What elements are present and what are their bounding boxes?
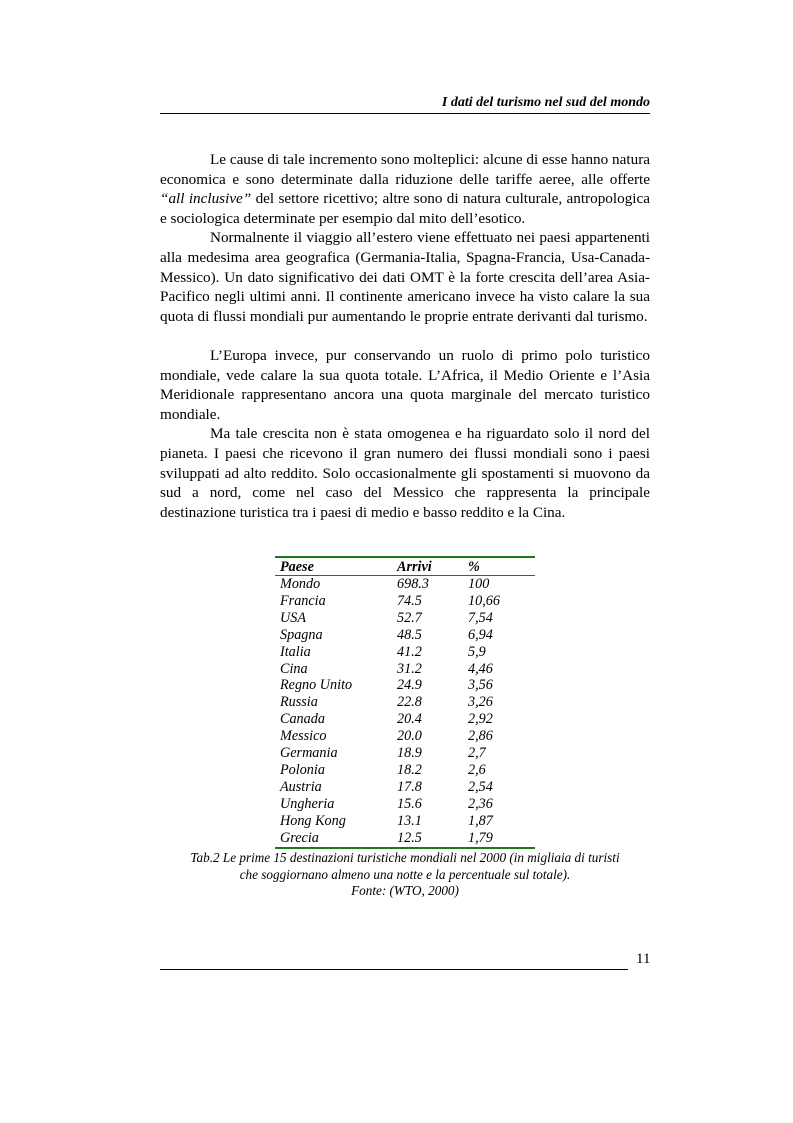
cell-country: Messico bbox=[280, 728, 327, 745]
header-rule bbox=[160, 113, 650, 114]
table-row bbox=[275, 644, 535, 661]
cell-percent: 4,46 bbox=[468, 660, 493, 677]
cell-arrivals: 52.7 bbox=[397, 609, 422, 626]
cell-percent: 2,36 bbox=[468, 795, 493, 812]
paragraph-text: L’Europa invece, pur conservando un ruolo di primo polo turistico mondiale, vede calare la sua quota totale. L’Africa, il Medio Oriente e l’Asia Meridionale rappresentano ancora una quota marginale del mercato turistico mondiale. bbox=[160, 346, 650, 423]
cell-percent: 7,54 bbox=[468, 609, 493, 626]
cell-arrivals: 24.9 bbox=[397, 677, 422, 694]
paragraph-text: Normalnente il viaggio all’estero viene effettuato nei paesi appartenenti alla medesima area geografica (Germania-Italia, Spagna-Francia, Usa-Canada-Messico). Un dato significativo dei dati OMT è la forte crescita dell’area Asia-Pacifico negli ultimi anni. Il continente americano invece ha visto calare la sua quota di flussi mondiali pur aumentando le proprie entrate derivanti dal turismo. bbox=[160, 229, 650, 325]
caption-source: Fonte: (WTO, 2000) bbox=[351, 883, 459, 898]
cell-percent: 2,54 bbox=[468, 778, 493, 795]
table-row bbox=[275, 576, 535, 593]
paragraph-text: Ma tale crescita non è stata omogenea e ha riguardato solo il nord del pianeta. I paesi che ricevono il gran numero dei flussi mondiali sono i paesi sviluppati ad alto reddito. Solo occasionalmente gli spostamenti si muovono da sud a nord, come nel caso del Messico che rappresenta la principale destinazione turistica tra i paesi di medio e basso reddito e la Cina. bbox=[160, 425, 650, 521]
cell-percent: 2,7 bbox=[468, 745, 486, 762]
table-row bbox=[275, 694, 535, 711]
cell-arrivals: 22.8 bbox=[397, 694, 422, 711]
body-text bbox=[160, 150, 650, 522]
destinations-table-wrapper bbox=[275, 556, 535, 849]
cell-percent: 1,79 bbox=[463, 830, 535, 848]
column-header-country: Paese bbox=[275, 557, 392, 576]
cell-arrivals: 18.9 bbox=[397, 745, 422, 762]
paragraph bbox=[160, 228, 650, 326]
column-header-arrivals: Arrivi bbox=[392, 557, 463, 576]
caption-line: Tab.2 Le prime 15 destinazioni turistiche mondiali nel 2000 (in migliaia di turisti bbox=[190, 850, 620, 865]
page-number: 11 bbox=[636, 951, 651, 967]
table-row bbox=[275, 830, 535, 848]
table-row bbox=[275, 762, 535, 779]
cell-arrivals: 15.6 bbox=[397, 795, 422, 812]
cell-arrivals: 12.5 bbox=[392, 830, 463, 848]
table-row bbox=[275, 728, 535, 745]
table-row bbox=[275, 661, 535, 678]
cell-country: Grecia bbox=[275, 830, 392, 848]
table-caption bbox=[160, 850, 650, 900]
table-row bbox=[275, 711, 535, 728]
paragraph bbox=[160, 424, 650, 522]
cell-country: Hong Kong bbox=[280, 812, 346, 829]
table-row bbox=[275, 627, 535, 644]
cell-percent: 10,66 bbox=[468, 592, 500, 609]
cell-arrivals: 13.1 bbox=[397, 812, 422, 829]
cell-country: Cina bbox=[280, 660, 308, 677]
table-header-row bbox=[275, 557, 535, 576]
cell-arrivals: 41.2 bbox=[397, 643, 422, 660]
cell-country: Ungheria bbox=[280, 795, 335, 812]
cell-country: Germania bbox=[280, 745, 338, 762]
cell-percent: 2,92 bbox=[468, 711, 493, 728]
table-body bbox=[275, 576, 535, 848]
cell-country: Italia bbox=[280, 643, 311, 660]
cell-country: Polonia bbox=[280, 761, 325, 778]
table-row bbox=[275, 677, 535, 694]
caption-line: che soggiornano almeno una notte e la percentuale sul totale). bbox=[239, 866, 571, 882]
table-row bbox=[275, 796, 535, 813]
cell-country: Austria bbox=[280, 778, 322, 795]
paragraph-emphasis: “all inclusive” bbox=[160, 190, 252, 208]
cell-arrivals: 20.4 bbox=[397, 711, 422, 728]
cell-country: USA bbox=[280, 609, 307, 626]
cell-percent: 2,86 bbox=[468, 728, 493, 745]
table-row bbox=[275, 813, 535, 830]
cell-percent: 3,56 bbox=[468, 677, 493, 694]
cell-arrivals: 48.5 bbox=[397, 626, 422, 643]
cell-arrivals: 18.2 bbox=[397, 761, 422, 778]
paragraph-text: Le cause di tale incremento sono molteplici: alcune di esse hanno natura economica e sono determinate dalla riduzione delle tariffe aeree, alle offerte bbox=[160, 151, 650, 188]
table-row bbox=[275, 593, 535, 610]
cell-percent: 1,87 bbox=[468, 812, 493, 829]
cell-percent: 5,9 bbox=[468, 643, 486, 660]
running-header: I dati del turismo nel sud del mondo bbox=[441, 95, 650, 110]
destinations-table bbox=[275, 556, 535, 849]
cell-percent: 100 bbox=[468, 576, 490, 592]
cell-percent: 6,94 bbox=[468, 626, 493, 643]
paragraph-text: del settore ricettivo; altre sono di natura culturale, antropologica e sociologica determinate per esempio dal mito dell’esotico. bbox=[160, 190, 651, 227]
footer-rule bbox=[160, 969, 628, 970]
cell-country: Mondo bbox=[280, 576, 321, 592]
cell-country: Francia bbox=[280, 592, 326, 609]
cell-country: Spagna bbox=[280, 626, 323, 643]
cell-percent: 2,6 bbox=[468, 761, 486, 778]
cell-arrivals: 31.2 bbox=[397, 660, 422, 677]
column-header-percent: % bbox=[463, 557, 535, 576]
cell-arrivals: 698.3 bbox=[397, 576, 429, 592]
cell-arrivals: 74.5 bbox=[397, 592, 422, 609]
cell-country: Canada bbox=[280, 711, 325, 728]
cell-country: Regno Unito bbox=[280, 677, 353, 694]
cell-percent: 3,26 bbox=[468, 694, 493, 711]
cell-arrivals: 17.8 bbox=[397, 778, 422, 795]
paragraph bbox=[160, 150, 650, 228]
table-row bbox=[275, 779, 535, 796]
table-row bbox=[275, 745, 535, 762]
paragraph bbox=[160, 346, 650, 424]
cell-country: Russia bbox=[280, 694, 318, 711]
table-row bbox=[275, 610, 535, 627]
cell-arrivals: 20.0 bbox=[397, 728, 422, 745]
